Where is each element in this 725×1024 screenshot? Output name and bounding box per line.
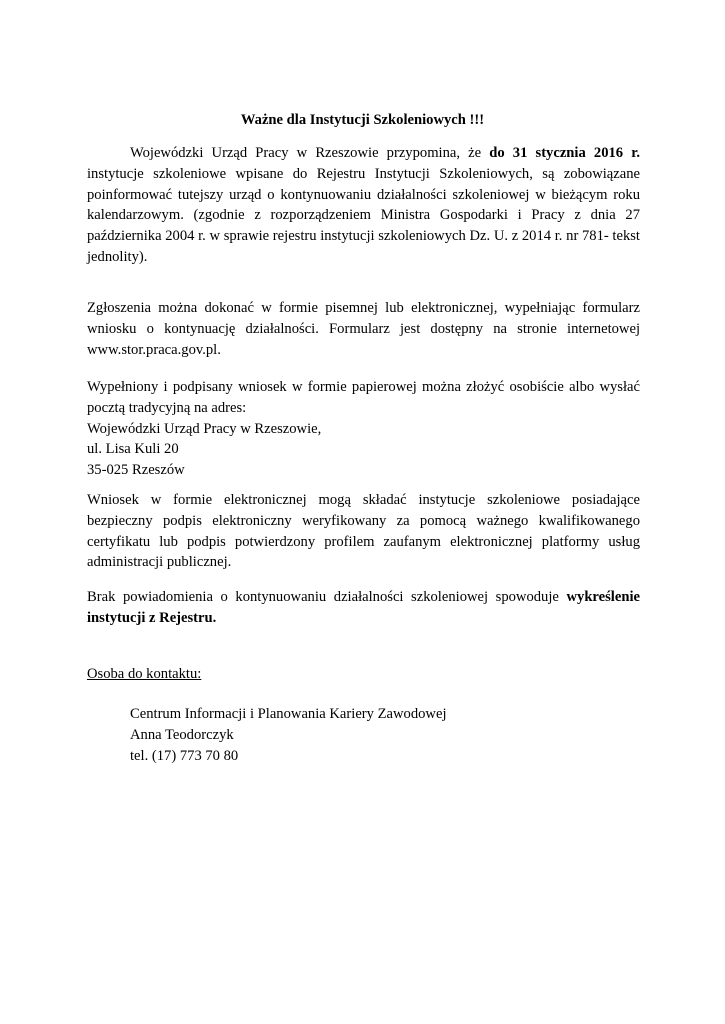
reminder-body: instytucje szkoleniowe wpisane do Rejestru Instytucji Szkoleniowych, są zobowiązane poinformować tutejszy urząd o kontynuowaniu działalności szkoleniowej w bieżącym roku kalendarzowym. (zgodnie z rozporządzeniem Ministra Gospodarki i Pracy z dnia 27 października 2004 r. w sprawie rejestru instytucji szkoleniowych Dz. U. z 2014 r. nr 781- tekst jednolity). <box>87 165 640 265</box>
contact-department: Centrum Informacji i Planowania Kariery Zawodowej <box>130 706 447 722</box>
contact-phone: tel. (17) 773 70 80 <box>130 747 239 764</box>
reminder-deadline: do 31 stycznia 2016 r. <box>489 145 641 161</box>
paragraph-submission <box>87 298 640 360</box>
address-line-2: ul. Lisa Kuli 20 <box>87 441 179 458</box>
contact-heading: Osoba do kontaktu: <box>87 666 202 682</box>
contact-person: Anna Teodorczyk <box>130 726 234 743</box>
consequence-text: Brak powiadomienia o kontynuowaniu działalności szkoleniowej spowoduje <box>87 589 567 605</box>
submission-end: . <box>217 341 221 358</box>
paper-submission-text: Wypełniony i podpisany wniosek w formie papierowej można złożyć osobiście albo wysłać pocztą tradycyjną na adres: <box>87 379 640 416</box>
paragraph-paper-submission <box>87 377 640 481</box>
paragraph-reminder <box>87 143 640 268</box>
reminder-intro: Wojewódzki Urząd Pracy w Rzeszowie przypomina, że <box>130 145 490 161</box>
consequence-bold: wykreślenie instytucji z Rejestru. <box>87 589 640 626</box>
address-line-1: Wojewódzki Urząd Pracy w Rzeszowie, <box>87 420 322 437</box>
website-link[interactable]: www.stor.praca.gov.pl <box>87 341 218 358</box>
contact-details <box>130 704 447 766</box>
address-line-3: 35-025 Rzeszów <box>87 462 185 479</box>
document-title: Ważne dla Instytucji Szkoleniowych !!! <box>240 112 485 128</box>
paragraph-electronic: Wniosek w formie elektronicznej mogą składać instytucje szkoleniowe posiadające bezpieczny podpis elektroniczny weryfikowany za pomocą ważnego kwalifikowanego certyfikatu lub podpis potwierdzony profilem zaufanym elektronicznej platformy usług administracji publicznej. <box>87 492 640 571</box>
paragraph-consequence <box>87 587 640 629</box>
submission-text: Zgłoszenia można dokonać w formie pisemnej lub elektronicznej, wypełniając formularz wniosku o kontynuację działalności. Formularz jest dostępny na stronie internetowej <box>87 300 640 337</box>
